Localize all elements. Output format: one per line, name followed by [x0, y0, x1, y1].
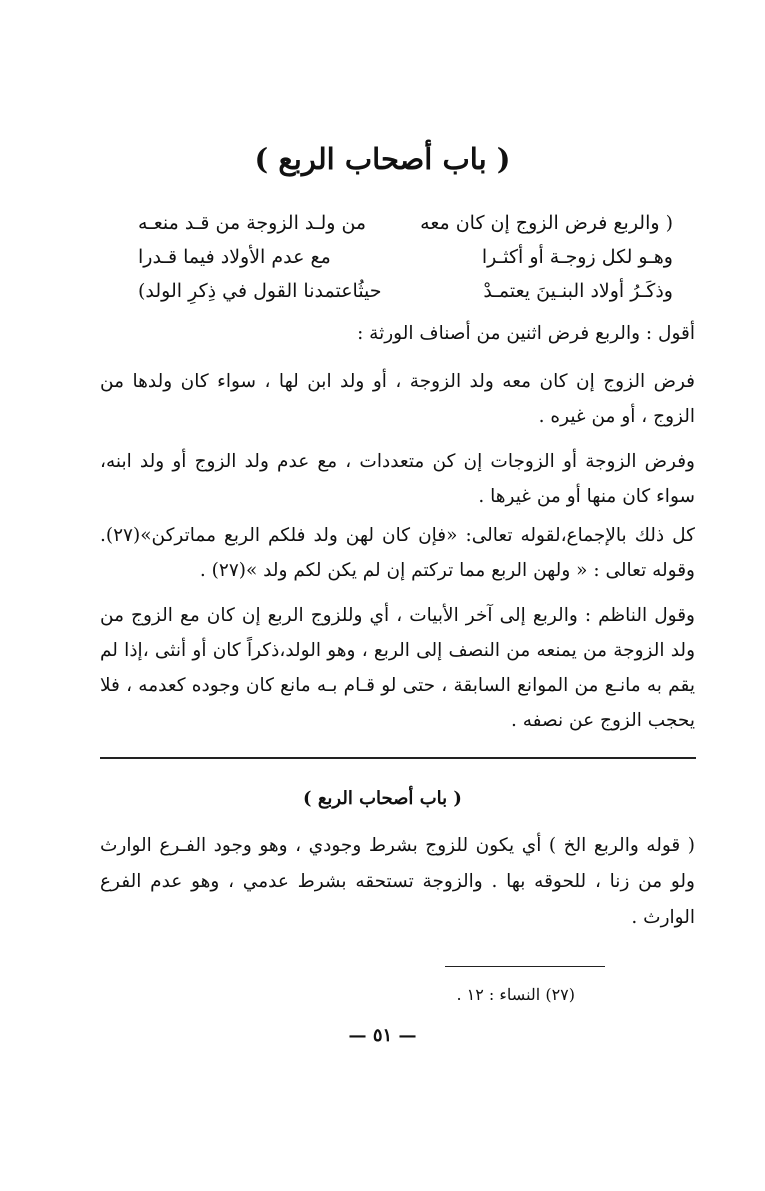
evidence-paragraph: كل ذلك بالإجماع،لقوله تعالى: «فإن كان لهن ولد فلكم الربع مماتركن»(٢٧). وقوله تعالى : « ولهن الربع مما تركتم إن لم يكن لكم ولد »(٢٧) .	[100, 525, 695, 581]
intro-paragraph: أقول : والربع فرض اثنين من أصناف الورثة :	[357, 323, 695, 344]
footnote-separator	[445, 966, 605, 967]
page-number: — ٥١ —	[348, 1025, 417, 1046]
verse-first-hemistich: وهـو لكل زوجـة أو أكثـرا	[481, 246, 673, 268]
commentary-heading: ( باب أصحاب الربع )	[303, 788, 462, 809]
verse-first-hemistich: ( والربع فرض الزوج إن كان معه	[420, 212, 673, 234]
husband-share-paragraph: فرض الزوج إن كان معه ولد الزوجة ، أو ولد ابن لها ، سواء كان ولدها من الزوج ، أو من غيره .	[100, 371, 695, 427]
wife-share-paragraph: وفرض الزوجة أو الزوجات إن كن متعددات ، مع عدم ولد الزوج أو ولد ابنه، سواء كان منها أو من غيرها .	[100, 451, 695, 507]
verse-second-hemistich: من ولـد الزوجة من قـد منعـه	[138, 212, 367, 234]
verse-line	[138, 212, 673, 244]
verse-second-hemistich: حيثُاعتمدنا القول في ذِكرِ الولد)	[138, 280, 382, 302]
commentary-text: ( قوله والربع الخ ) أي يكون للزوج بشرط وجودي ، وهو وجود الفـرع الوارث ولو من زنا ، للحوقه بها . والزوجة تستحقه بشرط عدمي ، وهو عدم الفرع الوارث .	[100, 835, 695, 928]
footnote: (٢٧) النساء : ١٢ .	[456, 985, 575, 1004]
verse-line	[138, 246, 673, 278]
verse-second-hemistich: مع عدم الأولاد فيما قـدرا	[138, 246, 331, 268]
section-divider	[100, 757, 696, 759]
verse-first-hemistich: وذكَـرُ أولاد البنـينَ يعتمـدْ	[483, 280, 673, 302]
poet-explanation-paragraph: وقول الناظم : والربع إلى آخر الأبيات ، أي وللزوج الربع إن كان مع الزوج من ولد الزوجة من يمنعه من النصف إلى الربع ، وهو الولد،ذكراً كان أو أنثى ،إذا لم يقم به مانـع من الموانع السابقة ، حتى لو قـام بـه مانع كان وجوده كعدمه ، فلا يحجب الزوج عن نصفه .	[100, 605, 695, 731]
verse-line	[138, 280, 673, 312]
chapter-title: ( باب أصحاب الربع )	[254, 142, 511, 176]
